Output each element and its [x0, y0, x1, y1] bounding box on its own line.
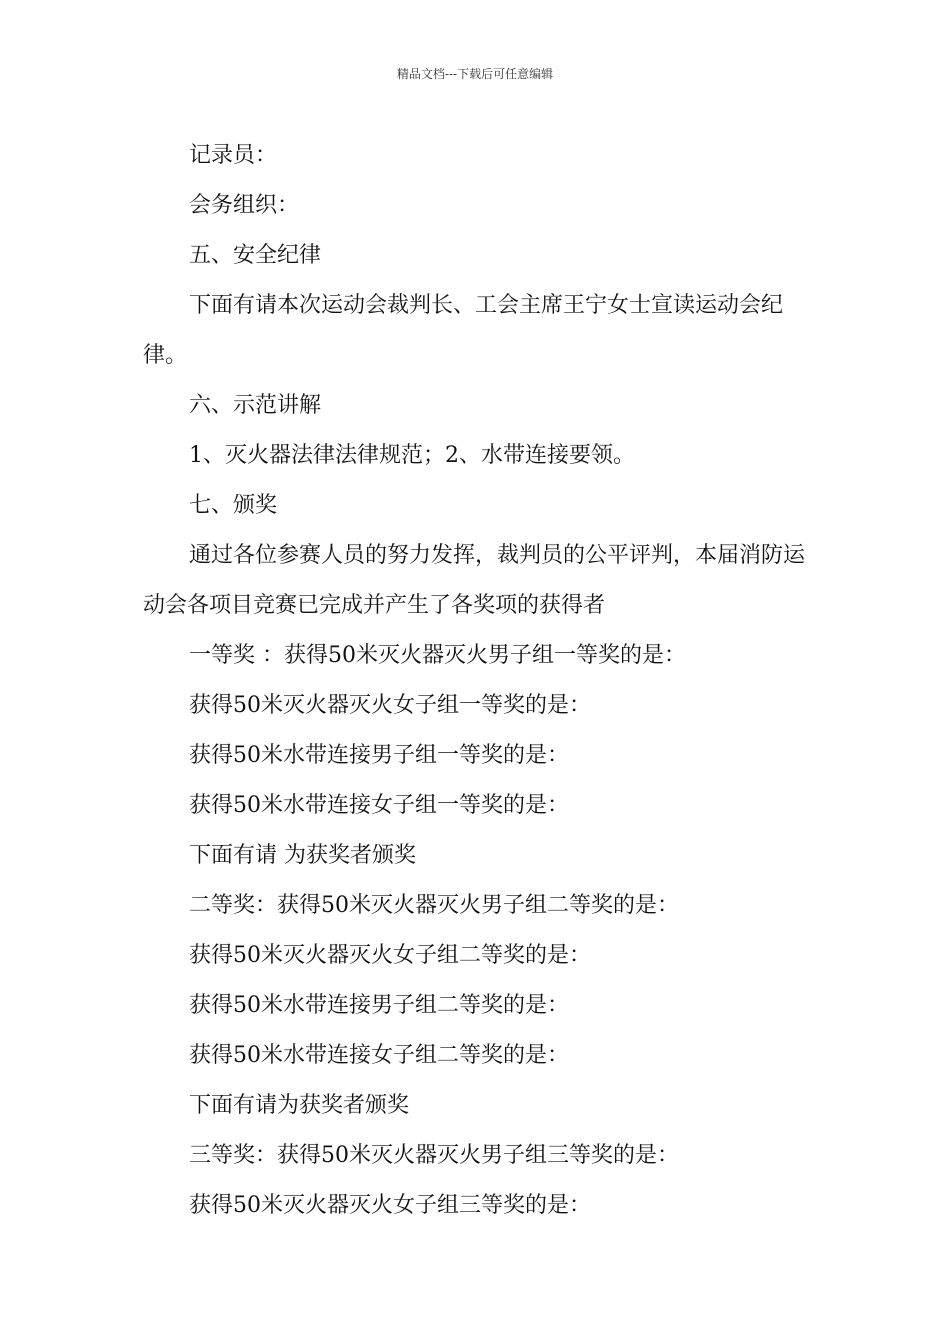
paragraph-invite-presenter-1: 下面有请 为获奖者颁奖	[189, 843, 416, 868]
paragraph-third-prize-extinguisher-women: 获得50米灭火器灭火女子组三等奖的是：	[189, 1193, 591, 1218]
document-body	[143, 131, 808, 1231]
page-header: 精品文档---下载后可任意编辑	[396, 67, 554, 81]
paragraph-first-prize-hose-men: 获得50米水带连接男子组一等奖的是：	[189, 743, 569, 768]
paragraph-discipline-reading: 下面有请本次运动会裁判长、工会主席王宁女士宣读运动会纪律。	[143, 293, 784, 368]
paragraph-second-prize-hose-men: 获得50米水带连接男子组二等奖的是：	[189, 993, 569, 1018]
paragraph-third-prize-extinguisher-men: 三等奖：获得50米灭火器灭火男子组三等奖的是：	[189, 1143, 679, 1168]
paragraph-first-prize-hose-women: 获得50米水带连接女子组一等奖的是：	[189, 793, 569, 818]
paragraph-recorder: 记录员：	[189, 143, 278, 168]
paragraph-first-prize-extinguisher-men: 一等奖 ：获得50米灭火器灭火男子组一等奖的是：	[189, 643, 686, 668]
paragraph-second-prize-extinguisher-women: 获得50米灭火器灭火女子组二等奖的是：	[189, 943, 591, 968]
section-heading-safety-discipline: 五、安全纪律	[189, 243, 322, 268]
paragraph-second-prize-hose-women: 获得50米水带连接女子组二等奖的是：	[189, 1043, 569, 1068]
paragraph-invite-presenter-2: 下面有请为获奖者颁奖	[189, 1093, 410, 1118]
paragraph-demonstration-items: 1、灭火器法律法律规范；2、水带连接要领。	[189, 443, 635, 468]
section-heading-demonstration: 六、示范讲解	[189, 393, 322, 418]
paragraph-awards-intro: 通过各位参赛人员的努力发挥，裁判员的公平评判，本届消防运动会各项目竞赛已完成并产生了各奖项的获得者	[143, 543, 806, 618]
paragraph-second-prize-extinguisher-men: 二等奖：获得50米灭火器灭火男子组二等奖的是：	[189, 893, 679, 918]
paragraph-meeting-organization: 会务组织：	[189, 193, 300, 218]
section-heading-awards: 七、颁奖	[189, 493, 278, 518]
paragraph-first-prize-extinguisher-women: 获得50米灭火器灭火女子组一等奖的是：	[189, 693, 591, 718]
